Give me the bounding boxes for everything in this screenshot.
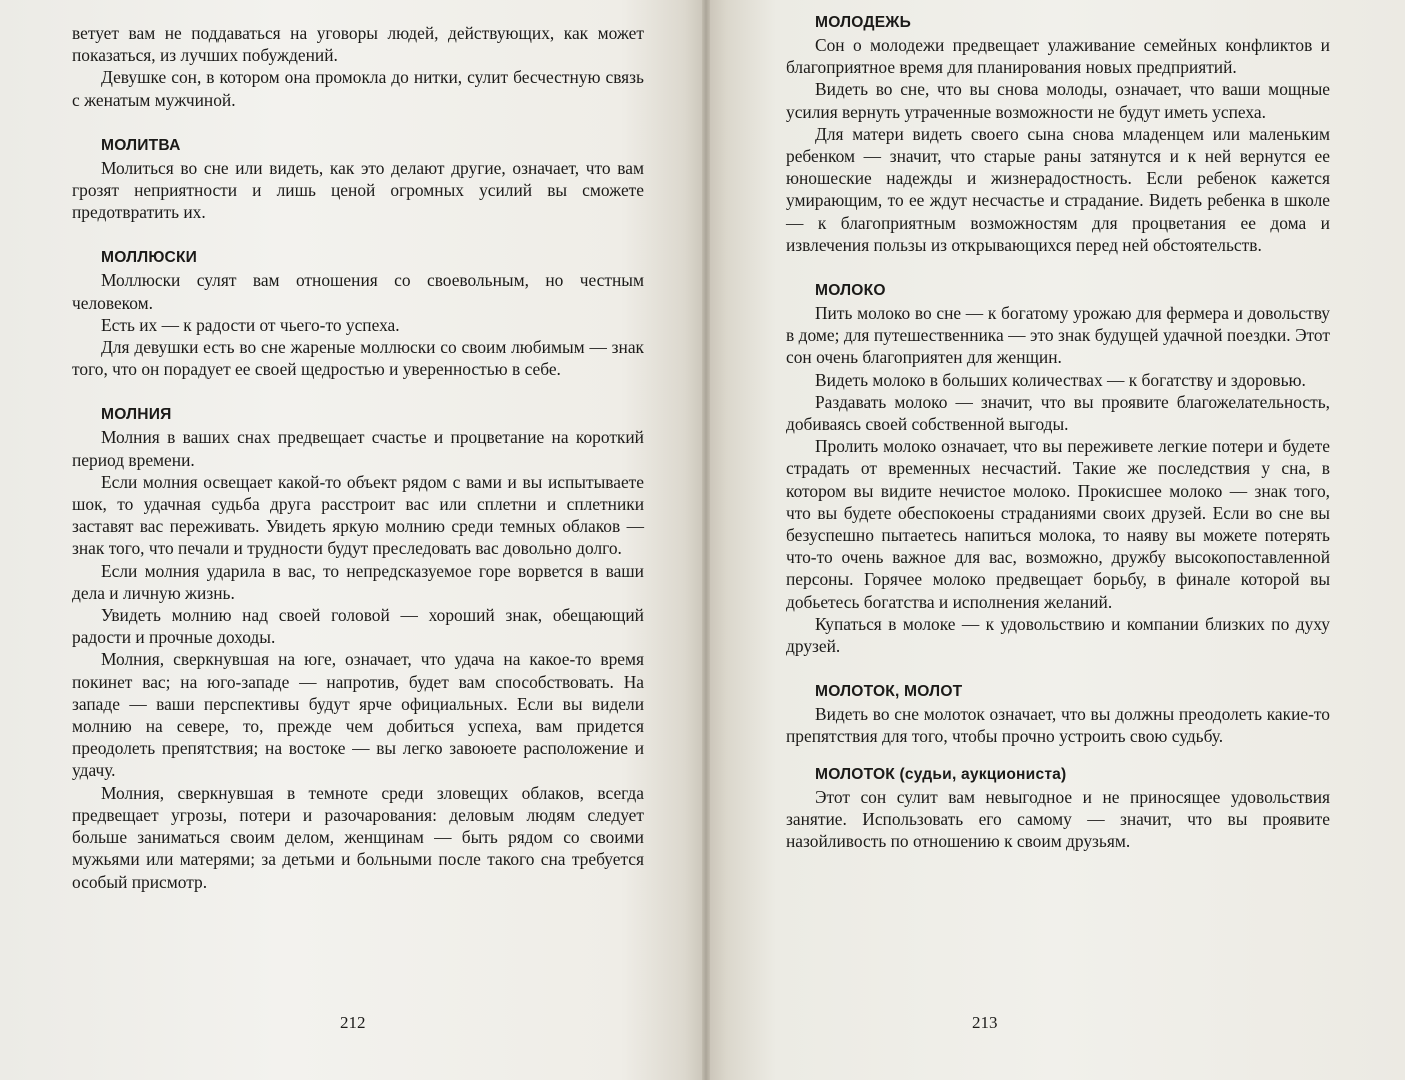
section-title: МОЛОДЕЖЬ [815, 14, 912, 31]
paragraph: Молния, сверкнувшая в темноте среди зловещих облаков, всегда предвещает угрозы, потери и разочарования: деловым людям следует больше заниматься своим делом, женщинам — быть рядом со своими мужьями или матерями; за детьми и больными после такого сна требуется особый присмотр. [72, 782, 644, 892]
section-moloko [786, 280, 1330, 657]
page-number: 212 [340, 1013, 366, 1032]
paragraph: Купаться в молоке — к удовольствию и компании близких по духу друзей. [786, 613, 1330, 657]
section-title: МОЛОТОК, МОЛОТ [815, 683, 963, 701]
right-page [706, 0, 1405, 1080]
paragraph: Пить молоко во сне — к богатому урожаю для фермера и довольству в доме; для путешественника — это знак будущей удачной поездки. Этот сон очень благоприятен для женщин. [786, 303, 1330, 368]
paragraph: Увидеть молнию над своей головой — хороший знак, обещающий радости и прочные доходы. [72, 605, 644, 648]
paragraph: Для матери видеть своего сына снова младенцем или маленьким ребенком — значит, что старые раны затянутся и к ней вернутся ее юношеские надежды и жизнерадостность. Если ребенок кажется умирающим, то ее ждут несчастье и страдание. Видеть ребенка в школе — к благоприятным возможностям для процветания ее дома и извлечения пользы из открывающихся перед ней обстоятельств. [786, 123, 1330, 255]
paragraph: Моллюски сулят вам отношения со своевольным, но честным человеком. [72, 270, 644, 313]
paragraph: Пролить молоко означает, что вы переживете легкие потери и будете страдать от временных несчастий. Такие же последствия у сна, в котором вы видите нечистое молоко. Прокисшее молоко — знак того, что вы будете обеспокоены страданиями своих друзей. Если во сне вы безуспешно пытаетесь напиться молока, то наяву вы можете потерять что-то очень важное для вас, возможно, дружбу высокопоставленной персоны. Горячее молоко предвещает борьбу, в финале которой вы добьетесь богатства и исполнения желаний. [786, 436, 1330, 612]
paragraph: Молиться во сне или видеть, как это делают другие, означает, что вам грозят неприятности и лишь ценой огромных усилий вы сможете предотвратить их. [72, 157, 644, 223]
book-gutter [702, 0, 710, 1080]
section-title: МОЛИТВА [101, 136, 181, 154]
paragraph: Молния в ваших снах предвещает счастье и процветание на короткий период времени. [72, 427, 644, 470]
section-title: МОЛОКО [815, 282, 886, 300]
section-molitva [72, 135, 644, 224]
paragraph: Сон о молодежи предвещает улаживание семейных конфликтов и благоприятное время для планирования новых предприятий. [786, 35, 1330, 78]
paragraph: Видеть во сне, что вы снова молоды, означает, что ваши мощные усилия вернуть утраченные возможности не будут иметь успеха. [786, 79, 1330, 122]
section-molotok-sudi [786, 764, 1330, 853]
paragraph: Раздавать молоко — значит, что вы проявите благожелательность, добиваясь своей собственной выгоды. [786, 391, 1330, 435]
section-molodezh [786, 12, 1330, 256]
paragraph: Видеть во сне молоток означает, что вы должны преодолеть какие-то препятствия для того, чтобы прочно устроить свою судьбу. [786, 704, 1330, 747]
section-title: МОЛНИЯ [101, 406, 172, 424]
section-title: МОЛОТОК (судьи, аукциониста) [815, 765, 1067, 783]
paragraph: Девушке сон, в котором она промокла до нитки, сулит бесчестную связь с женатым мужчиной. [72, 67, 644, 110]
paragraph: Если молния освещает какой-то объект рядом с вами и вы испытываете шок, то удачная судьба друга расстроит вас или сплетни и сплетники заставят вас переживать. Увидеть яркую молнию среди темных облаков — знак того, что печали и трудности будут преследовать вас довольно долго. [72, 471, 644, 559]
paragraph: Если молния ударила в вас, то непредсказуемое горе ворвется в ваши дела и личную жизнь. [72, 560, 644, 603]
section-title: МОЛЛЮСКИ [101, 249, 198, 267]
section-molniya [72, 404, 644, 892]
section-mollyuski [72, 247, 644, 380]
paragraph: Молния, сверкнувшая на юге, означает, что удача на какое-то время покинет вас; на юго-западе — напротив, будет вам способствовать. На западе — ваши перспективы будут ярче официальных. Если вы видели молнию на севере, то, прежде чем добиться успеха, вам придется преодолеть препятствия; на востоке — вы легко завоюете расположение и удачу. [72, 649, 644, 781]
paragraph: Видеть молоко в больших количествах — к богатству и здоровью. [815, 369, 1306, 390]
paragraph: Этот сон сулит вам невыгодное и не приносящее удовольствия занятие. Использовать его самому — значит, что вы проявите назойливость по отношению к своим друзьям. [786, 786, 1330, 852]
paragraph: Для девушки есть во сне жареные моллюски со своим любимым — знак того, что он порадует ее своей щедростью и уверенностью в себе. [72, 337, 644, 380]
paragraph: Есть их — к радости от чьего-то успеха. [101, 314, 400, 335]
section-molotok-molot [786, 681, 1330, 747]
paragraph: ветует вам не поддаваться на уговоры людей, действующих, как может показаться, из лучших побуждений. [72, 23, 644, 66]
page-number: 213 [972, 1013, 998, 1032]
